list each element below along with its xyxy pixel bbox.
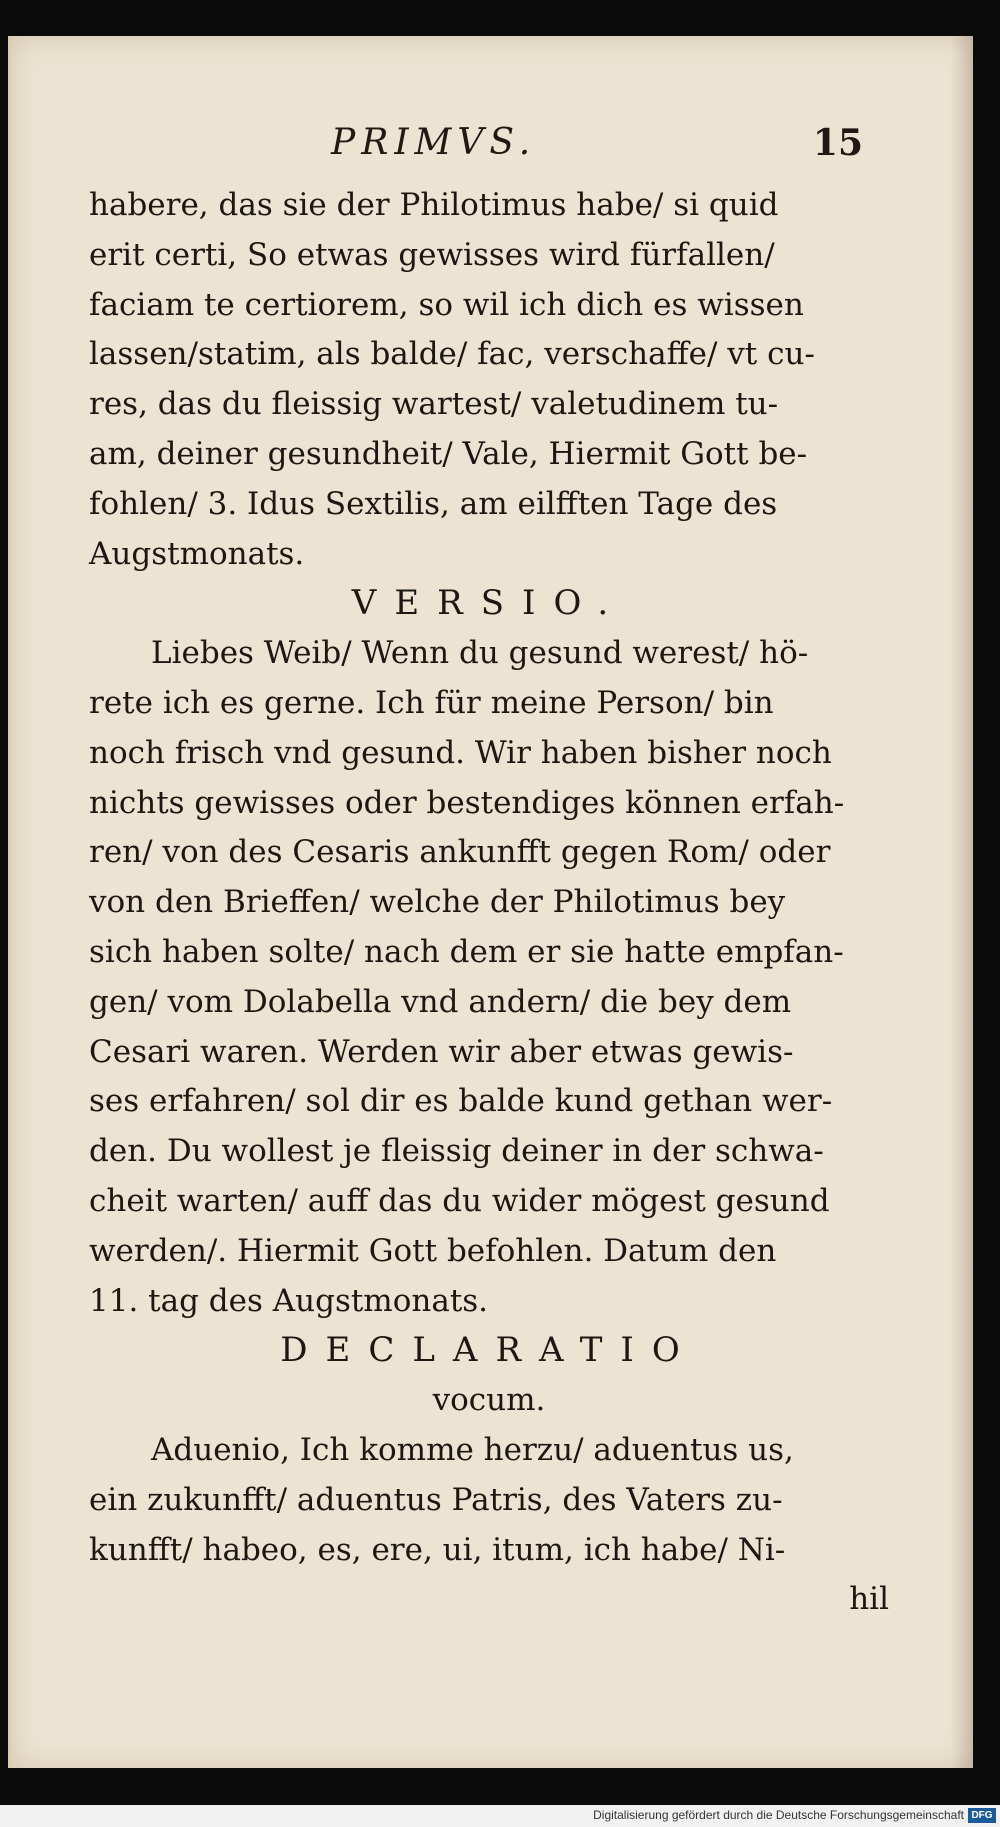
text-line: res, das du fleissig wartest/ valetudinem tu-: [89, 386, 779, 423]
page-number: 15: [812, 122, 863, 164]
text-line: werden/. Hiermit Gott befohlen. Datum den: [89, 1232, 777, 1269]
text-line: ein zukunfft/ aduentus Patris, des Vaters zu-: [89, 1481, 783, 1518]
running-title: PRIMVS.: [331, 122, 537, 163]
text-line: nichts gewisses oder bestendiges können erfah-: [89, 784, 845, 821]
book-page: [8, 36, 973, 1768]
text-line: Augstmonats.: [89, 535, 305, 572]
text-line: cheit warten/ auff das du wider mögest gesund: [89, 1182, 830, 1219]
catchword: hil: [849, 1581, 889, 1618]
text-line: gen/ vom Dolabella vnd andern/ die bey dem: [89, 983, 792, 1020]
text-line: lassen/statim, als balde/ fac, verschaffe/ vt cu-: [89, 336, 815, 373]
text-line: 11. tag des Augstmonats.: [89, 1282, 489, 1319]
running-head: [11, 122, 973, 172]
text-line: faciam te certiorem, so wil ich dich es wissen: [89, 286, 804, 323]
declaratio-heading: DECLARATIO: [280, 1330, 698, 1371]
footer-credit: Digitalisierung gefördert durch die Deutsche Forschungsgemeinschaft: [593, 1808, 964, 1822]
text-line: Aduenio, Ich komme herzu/ aduentus us,: [151, 1431, 794, 1468]
text-line: sich haben solte/ nach dem er sie hatte empfan-: [89, 933, 844, 970]
text-line: am, deiner gesundheit/ Vale, Hiermit Gott be-: [89, 435, 808, 472]
versio-heading: VERSIO.: [351, 583, 627, 624]
page-edge-shadow: [951, 36, 973, 1768]
declaratio-subheading: vocum.: [432, 1382, 546, 1419]
text-line: von den Brieffen/ welche der Philotimus bey: [89, 884, 786, 921]
text-line: noch frisch vnd gesund. Wir haben bisher noch: [89, 734, 832, 771]
text-line: fohlen/ 3. Idus Sextilis, am eilfften Tage des: [89, 485, 778, 522]
text-line: den. Du wollest je fleissig deiner in der schwa-: [89, 1133, 824, 1170]
text-line: Liebes Weib/ Wenn du gesund werest/ hö-: [151, 635, 809, 672]
text-line: ren/ von des Cesaris ankunfft gegen Rom/ oder: [89, 834, 831, 871]
text-line: Cesari waren. Werden wir aber etwas gewis-: [89, 1033, 794, 1070]
text-line: erit certi, So etwas gewisses wird fürfallen/: [89, 236, 775, 273]
body-text: [89, 181, 889, 1625]
text-line: kunfft/ habeo, es, ere, ui, itum, ich habe/ Ni-: [89, 1531, 786, 1568]
dfg-logo: DFG: [968, 1808, 996, 1823]
text-line: habere, das sie der Philotimus habe/ si quid: [89, 187, 779, 223]
digitization-footer: [0, 1805, 1000, 1827]
text-line: ses erfahren/ sol dir es balde kund gethan wer-: [89, 1083, 833, 1120]
text-line: rete ich es gerne. Ich für meine Person/ bin: [89, 684, 774, 721]
